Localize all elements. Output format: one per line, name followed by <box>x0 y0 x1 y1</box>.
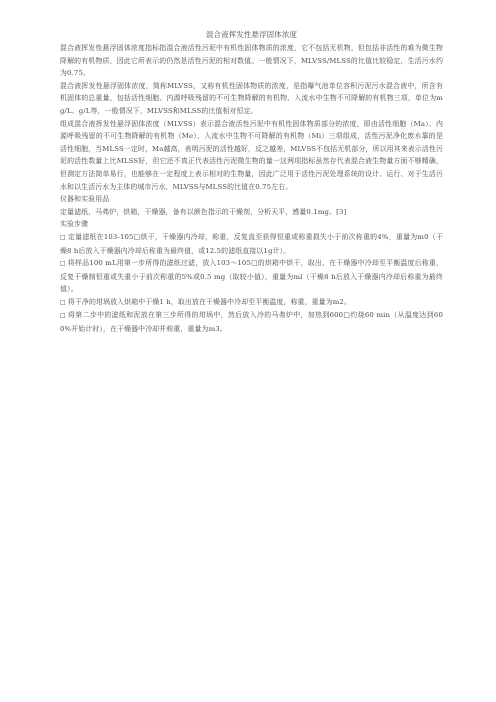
section-heading-steps: 实验步骤 <box>60 220 89 229</box>
step-text: 将样品100 mL用第一步所得的滤纸过滤，放入103～105□的烘箱中烘干，取出，在干燥器中冷却至平衡温度后称重，反复干燥制恒重或失重小于前次称重的5%或0.5 mg（取较小值），重量为ml（干燥8 h后放入干燥器内冷却后称重为最终值）。 <box>60 259 443 294</box>
paragraph-mlvss-description: 混合液挥发性悬浮固体浓度，简称MLVSS，又称有机性固体物质的浓度，是指曝气池单位容积污泥污水混合液中，所含有机固体的总重量，包括活性细胞、内源呼吸残留的不可生物降解的有机物、入流水中生物不可降解的有机物三项，单位为mg/L、g/L等，一般情况下，MLVSS和MLSS的比值相对恒定。 <box>60 81 443 115</box>
step-text: 将干净的坩埚放入烘箱中干燥1 h，取出放在干燥器中冷却至平衡温度，称重，重量为m2。 <box>67 297 352 306</box>
step-item <box>60 296 443 310</box>
paragraph-definition: 混合液挥发性悬浮固体浓度指标指混合液活性污泥中有机性固体物质的浓度，它不包括无机物，但包括非活性的难为微生物降解的有机物质，因此它所表示的仍然是活性污泥的相对数值。一般情况下，MLVSS/MLSS的比值比较稳定，生活污水约为0.75。 <box>60 44 443 78</box>
checkbox-square-icon: □ <box>60 312 67 320</box>
checkbox-square-icon: □ <box>60 233 66 241</box>
step-text: 定量滤纸在103-105□烘干，干燥器内冷却，称重，反复直至获得恒重或称重损失小于前次称重的4%，重量为m0（干燥8 h后放入干燥器内冷却后称重为最终值，或12.5的滤纸直接以1g计）。 <box>60 232 444 255</box>
document-page <box>60 29 443 336</box>
paragraph-instrument-list: 定量滤纸，马弗炉，烘箱，干燥器，备有以颜色指示的干燥剂，分析天平，感量0.1mg。[3] <box>60 207 347 216</box>
checkbox-square-icon: □ <box>60 260 66 268</box>
step-item <box>60 231 443 257</box>
document-title: 混合液挥发性悬浮固体浓度 <box>205 30 298 39</box>
step-item <box>60 257 443 296</box>
step-text: 将第二步中的滤纸和泥放在第三步所得的坩埚中，然后放入冷的马弗炉中，加热到600□灼烧60 min（从温度达到600%开始计时），在干燥器中冷却并称重，重量为m3。 <box>60 311 443 334</box>
paragraph-mlvss-composition: 组成混合液挥发性悬浮固体浓度（MLVSS）表示混合液活性污泥中有机性固体物质部分的浓度，即由活性细胞（Ma）、内源呼吸残留的不可生物降解的有机物（Me）、入流水中生物不可降解的有机物（Mi）三项组成，活性污泥净化废水靠的是活性细胞，当MLSS一定时，Ma越高，表明污泥的活性越好，反之越差，MLVSS不包括无机部分，所以用其来表示活性污泥的活性数量上比MLSS好，但它还不真正代表活性污泥微生物的量一这两项指标虽然存代表混合液生物量方面不够精确，但测定方法简单易行，也能够在一定程度上表示相对的生物量，因此广泛用于活性污泥处理系统的设计、运行、对于生活污水和以生活污水为主体的城市污水，MLVSS与MLSS的比值在0.75左右。 <box>60 119 443 191</box>
step-item <box>60 309 443 335</box>
section-heading-instruments: 仪器和实验用品 <box>60 195 110 204</box>
checkbox-square-icon: □ <box>60 298 66 306</box>
